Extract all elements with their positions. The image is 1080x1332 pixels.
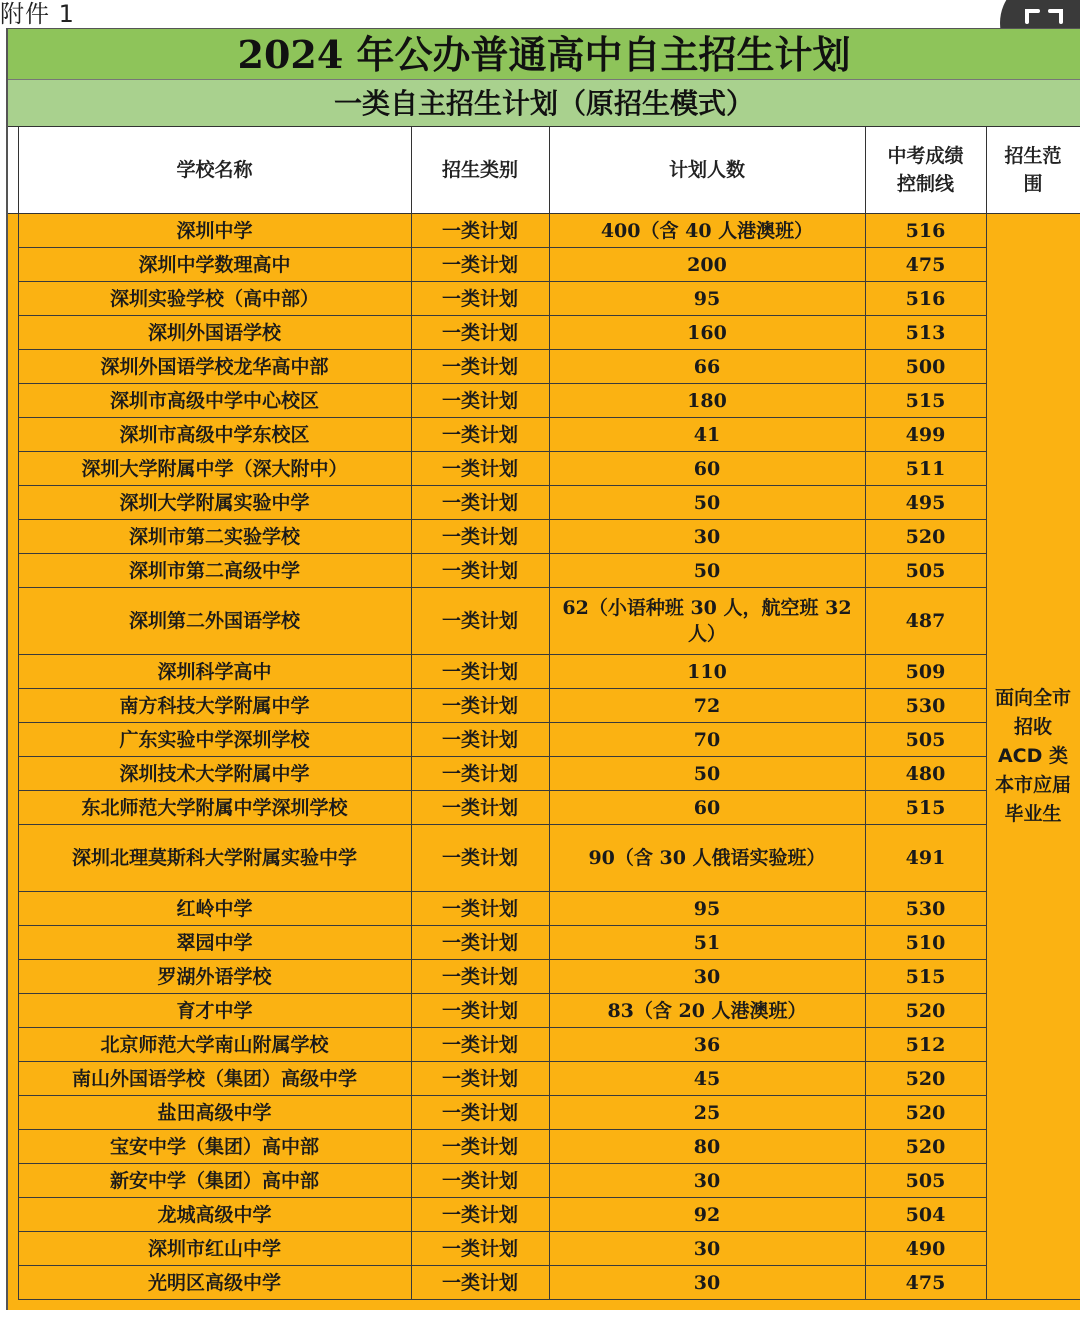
cell-planned: 50	[549, 486, 865, 520]
row-edge	[8, 1028, 18, 1062]
cell-category: 一类计划	[411, 1096, 549, 1130]
cell-category: 一类计划	[411, 1266, 549, 1300]
cell-planned: 90（含 30 人俄语实验班）	[549, 825, 865, 892]
cell-category: 一类计划	[411, 655, 549, 689]
cell-score: 520	[865, 520, 986, 554]
cell-planned: 41	[549, 418, 865, 452]
header-control-line-1: 中考成绩	[887, 145, 964, 167]
cell-planned: 30	[549, 960, 865, 994]
cell-school: 罗湖外语学校	[18, 960, 411, 994]
cell-school: 龙城高级中学	[18, 1198, 411, 1232]
cell-category: 一类计划	[411, 960, 549, 994]
cell-score: 520	[865, 1062, 986, 1096]
cell-score: 487	[865, 588, 986, 655]
row-edge	[8, 1266, 18, 1300]
cell-school: 深圳实验学校（高中部）	[18, 282, 411, 316]
cell-school: 深圳中学数理高中	[18, 248, 411, 282]
header-control-line-2: 控制线	[896, 173, 954, 195]
header-category: 招生类别	[411, 127, 549, 214]
table-row	[8, 248, 1080, 282]
cell-school: 深圳外国语学校龙华高中部	[18, 350, 411, 384]
table-row	[8, 655, 1080, 689]
cell-category: 一类计划	[411, 520, 549, 554]
table-row	[8, 350, 1080, 384]
cell-score: 495	[865, 486, 986, 520]
row-edge	[8, 960, 18, 994]
cell-school: 深圳大学附属实验中学	[18, 486, 411, 520]
cell-school: 深圳第二外国语学校	[18, 588, 411, 655]
cell-score: 520	[865, 1096, 986, 1130]
cell-score: 512	[865, 1028, 986, 1062]
cell-school: 南山外国语学校（集团）高级中学	[18, 1062, 411, 1096]
row-edge	[8, 554, 18, 588]
cell-planned: 83（含 20 人港澳班）	[549, 994, 865, 1028]
table-row	[8, 723, 1080, 757]
cell-score: 505	[865, 723, 986, 757]
cell-category: 一类计划	[411, 1198, 549, 1232]
row-edge	[8, 926, 18, 960]
cell-planned: 95	[549, 892, 865, 926]
cell-school: 南方科技大学附属中学	[18, 689, 411, 723]
row-edge	[8, 452, 18, 486]
row-edge	[8, 757, 18, 791]
header-scope: 招生范围	[986, 127, 1080, 214]
cell-category: 一类计划	[411, 757, 549, 791]
page-title: 2024 年公办普通高中自主招生计划	[8, 28, 1080, 79]
header-planned: 计划人数	[549, 127, 865, 214]
cell-school: 东北师范大学附属中学深圳学校	[18, 791, 411, 825]
table-row	[8, 825, 1080, 892]
cell-score: 475	[865, 248, 986, 282]
table-row	[8, 892, 1080, 926]
cell-score: 513	[865, 316, 986, 350]
table-row	[8, 282, 1080, 316]
cell-category: 一类计划	[411, 791, 549, 825]
cell-planned: 62（小语种班 30 人，航空班 32 人）	[549, 588, 865, 655]
cell-planned: 200	[549, 248, 865, 282]
row-edge	[8, 282, 18, 316]
cell-planned: 160	[549, 316, 865, 350]
cell-school: 深圳北理莫斯科大学附属实验中学	[18, 825, 411, 892]
row-edge	[8, 1198, 18, 1232]
cell-school: 深圳市高级中学中心校区	[18, 384, 411, 418]
cell-school: 深圳市红山中学	[18, 1232, 411, 1266]
row-edge	[8, 689, 18, 723]
cell-planned: 30	[549, 1164, 865, 1198]
table-row	[8, 1164, 1080, 1198]
cell-school: 育才中学	[18, 994, 411, 1028]
row-edge	[8, 791, 18, 825]
cell-category: 一类计划	[411, 1062, 549, 1096]
cell-school: 深圳中学	[18, 214, 411, 248]
cell-category: 一类计划	[411, 588, 549, 655]
cell-school: 深圳科学高中	[18, 655, 411, 689]
cell-planned: 400（含 40 人港澳班）	[549, 214, 865, 248]
cell-category: 一类计划	[411, 994, 549, 1028]
cell-score: 530	[865, 689, 986, 723]
cell-planned: 70	[549, 723, 865, 757]
table-row	[8, 689, 1080, 723]
row-edge	[8, 316, 18, 350]
row-edge	[8, 350, 18, 384]
row-edge	[8, 994, 18, 1028]
cell-score: 516	[865, 214, 986, 248]
cell-school: 光明区高级中学	[18, 1266, 411, 1300]
cell-school: 红岭中学	[18, 892, 411, 926]
cell-category: 一类计划	[411, 723, 549, 757]
cell-school: 盐田高级中学	[18, 1096, 411, 1130]
cell-category: 一类计划	[411, 248, 549, 282]
cell-category: 一类计划	[411, 689, 549, 723]
table-row	[8, 926, 1080, 960]
cell-school: 翠园中学	[18, 926, 411, 960]
table-row	[8, 1198, 1080, 1232]
cell-score: 511	[865, 452, 986, 486]
cell-category: 一类计划	[411, 486, 549, 520]
cell-score: 475	[865, 1266, 986, 1300]
row-edge	[8, 1164, 18, 1198]
table-row	[8, 994, 1080, 1028]
row-edge	[8, 1062, 18, 1096]
cell-score: 510	[865, 926, 986, 960]
cell-planned: 51	[549, 926, 865, 960]
cell-score: 515	[865, 384, 986, 418]
row-edge	[8, 486, 18, 520]
cell-category: 一类计划	[411, 1164, 549, 1198]
table-row	[8, 452, 1080, 486]
header-edge	[8, 127, 18, 214]
cell-planned: 95	[549, 282, 865, 316]
cell-planned: 25	[549, 1096, 865, 1130]
cell-planned: 60	[549, 791, 865, 825]
table-row	[8, 418, 1080, 452]
cell-school: 广东实验中学深圳学校	[18, 723, 411, 757]
cell-category: 一类计划	[411, 926, 549, 960]
row-edge	[8, 520, 18, 554]
row-edge	[8, 723, 18, 757]
cell-planned: 50	[549, 554, 865, 588]
cell-category: 一类计划	[411, 452, 549, 486]
attachment-label: 附件 1	[0, 0, 75, 28]
cell-score: 520	[865, 994, 986, 1028]
cell-category: 一类计划	[411, 316, 549, 350]
cell-school: 宝安中学（集团）高中部	[18, 1130, 411, 1164]
table-row	[8, 554, 1080, 588]
cell-category: 一类计划	[411, 282, 549, 316]
table-row	[8, 316, 1080, 350]
cell-school: 深圳技术大学附属中学	[18, 757, 411, 791]
cell-category: 一类计划	[411, 892, 549, 926]
table-row	[8, 1130, 1080, 1164]
table-header-row	[8, 127, 1080, 214]
cell-score: 480	[865, 757, 986, 791]
table-row	[8, 960, 1080, 994]
document-sheet	[6, 28, 1080, 1310]
cell-category: 一类计划	[411, 418, 549, 452]
cell-school: 深圳市高级中学东校区	[18, 418, 411, 452]
cell-school: 深圳外国语学校	[18, 316, 411, 350]
header-control-line	[865, 127, 986, 214]
cell-planned: 36	[549, 1028, 865, 1062]
cell-score: 515	[865, 960, 986, 994]
row-edge	[8, 892, 18, 926]
cell-score: 504	[865, 1198, 986, 1232]
row-edge	[8, 588, 18, 655]
row-edge	[8, 1096, 18, 1130]
row-edge	[8, 825, 18, 892]
cell-score: 499	[865, 418, 986, 452]
cell-planned: 72	[549, 689, 865, 723]
cell-category: 一类计划	[411, 214, 549, 248]
cell-category: 一类计划	[411, 825, 549, 892]
cell-score: 515	[865, 791, 986, 825]
cell-planned: 30	[549, 520, 865, 554]
cell-planned: 50	[549, 757, 865, 791]
cell-planned: 110	[549, 655, 865, 689]
cell-category: 一类计划	[411, 384, 549, 418]
table-row	[8, 486, 1080, 520]
cell-score: 505	[865, 554, 986, 588]
cell-school: 新安中学（集团）高中部	[18, 1164, 411, 1198]
cell-planned: 66	[549, 350, 865, 384]
row-edge	[8, 655, 18, 689]
cell-category: 一类计划	[411, 1028, 549, 1062]
table-footer-stub	[8, 1300, 1080, 1310]
table-row	[8, 384, 1080, 418]
cell-planned: 30	[549, 1232, 865, 1266]
cell-school: 深圳大学附属中学（深大附中）	[18, 452, 411, 486]
row-edge	[8, 248, 18, 282]
cell-score: 490	[865, 1232, 986, 1266]
row-edge	[8, 1232, 18, 1266]
table-row	[8, 1096, 1080, 1130]
cell-planned: 180	[549, 384, 865, 418]
cell-score: 500	[865, 350, 986, 384]
table-body	[8, 214, 1080, 1300]
table-row	[8, 1266, 1080, 1300]
cell-score: 530	[865, 892, 986, 926]
row-edge	[8, 384, 18, 418]
cell-score: 505	[865, 1164, 986, 1198]
row-edge	[8, 1130, 18, 1164]
table-row	[8, 1062, 1080, 1096]
cell-scope: 面向全市招收ACD 类本市应届毕业生	[986, 214, 1080, 1300]
enrollment-table	[8, 126, 1080, 1300]
cell-score: 509	[865, 655, 986, 689]
cell-planned: 80	[549, 1130, 865, 1164]
header-school: 学校名称	[18, 127, 411, 214]
table-row	[8, 757, 1080, 791]
cell-planned: 45	[549, 1062, 865, 1096]
cell-category: 一类计划	[411, 1232, 549, 1266]
cell-score: 516	[865, 282, 986, 316]
cell-planned: 30	[549, 1266, 865, 1300]
cell-category: 一类计划	[411, 554, 549, 588]
cell-score: 491	[865, 825, 986, 892]
table-row	[8, 588, 1080, 655]
cell-planned: 60	[549, 452, 865, 486]
table-row	[8, 1028, 1080, 1062]
cell-school: 北京师范大学南山附属学校	[18, 1028, 411, 1062]
cell-category: 一类计划	[411, 1130, 549, 1164]
cell-school: 深圳市第二高级中学	[18, 554, 411, 588]
row-edge	[8, 418, 18, 452]
cell-school: 深圳市第二实验学校	[18, 520, 411, 554]
table-row	[8, 214, 1080, 248]
row-edge	[8, 214, 18, 248]
page-subtitle: 一类自主招生计划（原招生模式）	[8, 79, 1080, 126]
cell-score: 520	[865, 1130, 986, 1164]
table-row	[8, 520, 1080, 554]
cell-category: 一类计划	[411, 350, 549, 384]
cell-planned: 92	[549, 1198, 865, 1232]
table-row	[8, 1232, 1080, 1266]
table-row	[8, 791, 1080, 825]
